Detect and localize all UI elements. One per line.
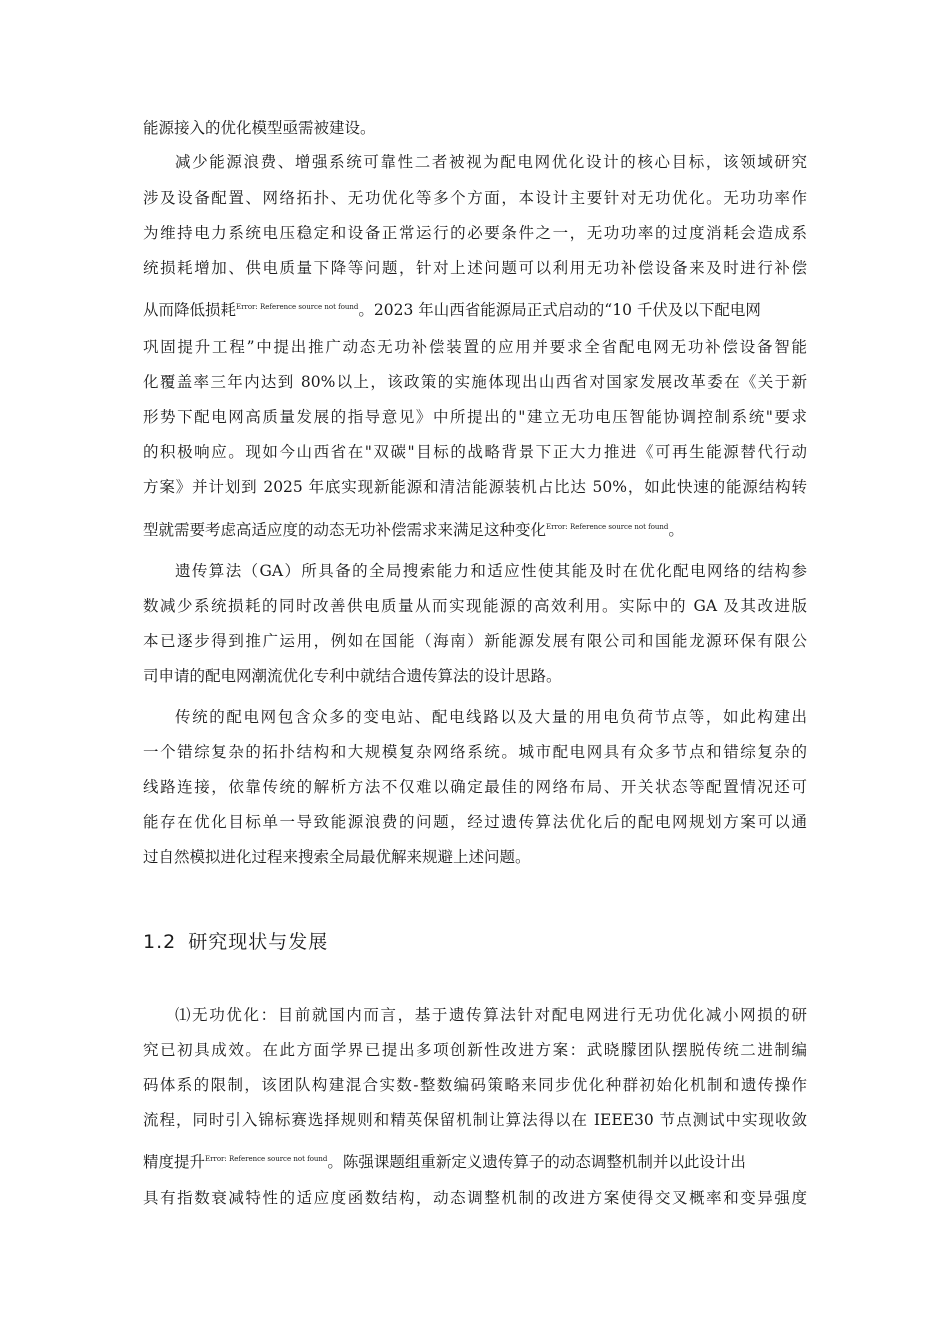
- text-line: 为维持电力系统电压稳定和设备正常运行的必要条件之一，无功功率的过度消耗会造成系: [143, 224, 807, 242]
- text-span: 。: [668, 521, 684, 539]
- text-span: 精度提升: [143, 1153, 206, 1171]
- text-span: 从而降低损耗: [143, 301, 237, 319]
- text-span: 。2023 年山西省能源局正式启动的“10 千伏及以下配电网: [358, 301, 761, 319]
- section-number: 1.2: [143, 931, 177, 953]
- text-line: 本已逐步得到推广运用，例如在国能（海南）新能源发展有限公司和国能龙源环保有限公: [143, 632, 807, 650]
- text-line: [143, 518, 807, 542]
- text-line: 方案》并计划到 2025 年底实现新能源和清洁能源装机占比达 50%，如此快速的能源结构转: [143, 478, 807, 496]
- text-line: ⑴无功优化：目前就国内而言，基于遗传算法针对配电网进行无功优化减小网损的研: [175, 1006, 807, 1024]
- text-line: 传统的配电网包含众多的变电站、配电线路以及大量的用电负荷节点等，如此构建出: [175, 708, 807, 726]
- text-line: 的积极响应。现如今山西省在"双碳"目标的战略背景下正大力推进《可再生能源替代行动: [143, 443, 807, 461]
- text-line: 司申请的配电网潮流优化专利中就结合遗传算法的设计思路。: [143, 667, 562, 685]
- text-line: 巩固提升工程”中提出推广动态无功补偿装置的应用并要求全省配电网无功补偿设备智能: [143, 338, 807, 356]
- text-span: 。陈强课题组重新定义遗传算子的动态调整机制并以此设计出: [327, 1153, 746, 1171]
- text-line: 一个错综复杂的拓扑结构和大规模复杂网络系统。城市配电网具有众多节点和错综复杂的: [143, 743, 807, 761]
- text-line: [143, 298, 807, 322]
- text-line: 流程，同时引入锦标赛选择规则和精英保留机制让算法得以在 IEEE30 节点测试中实现收敛: [143, 1111, 807, 1129]
- text-line: 具有指数衰减特性的适应度函数结构，动态调整机制的改进方案使得交叉概率和变异强度: [143, 1189, 807, 1207]
- text-line: 形势下配电网高质量发展的指导意见》中所提出的"建立无功电压智能协调控制系统"要求: [143, 408, 807, 426]
- citation-error: Error: Reference source not found: [236, 303, 359, 311]
- text-line: 化覆盖率三年内达到 80%以上，该政策的实施体现出山西省对国家发展改革委在《关于新: [143, 373, 807, 391]
- text-line: 线路连接，依靠传统的解析方法不仅难以确定最佳的网络布局、开关状态等配置情况还可: [143, 778, 807, 796]
- text-line: 数减少系统损耗的同时改善供电质量从而实现能源的高效利用。实际中的 GA 及其改进版: [143, 597, 807, 615]
- section-heading: [143, 928, 328, 956]
- text-line: 码体系的限制，该团队构建混合实数-整数编码策略来同步优化种群初始化机制和遗传操作: [143, 1076, 807, 1094]
- citation-error: Error: Reference source not found: [546, 523, 669, 531]
- text-line: 能源接入的优化模型亟需被建设。: [143, 119, 376, 137]
- text-span: 型就需要考虑高适应度的动态无功补偿需求来满足这种变化: [143, 521, 547, 539]
- text-line: 统损耗增加、供电质量下降等问题，针对上述问题可以利用无功补偿设备来及时进行补偿: [143, 259, 807, 277]
- text-line: [143, 1150, 807, 1174]
- text-line: 究已初具成效。在此方面学界已提出多项创新性改进方案：武晓朦团队摆脱传统二进制编: [143, 1041, 807, 1059]
- text-line: 减少能源浪费、增强系统可靠性二者被视为配电网优化设计的核心目标，该领域研究: [175, 153, 807, 171]
- text-line: 过自然模拟进化过程来搜索全局最优解来规避上述问题。: [143, 848, 531, 866]
- section-title: 研究现状与发展: [188, 931, 329, 953]
- text-line: 遗传算法（GA）所具备的全局搜索能力和适应性使其能及时在优化配电网络的结构参: [175, 562, 807, 580]
- text-line: 能存在优化目标单一导致能源浪费的问题，经过遗传算法优化后的配电网规划方案可以通: [143, 813, 807, 831]
- text-line: 涉及设备配置、网络拓扑、无功优化等多个方面，本设计主要针对无功优化。无功功率作: [143, 189, 807, 207]
- citation-error: Error: Reference source not found: [205, 1155, 328, 1163]
